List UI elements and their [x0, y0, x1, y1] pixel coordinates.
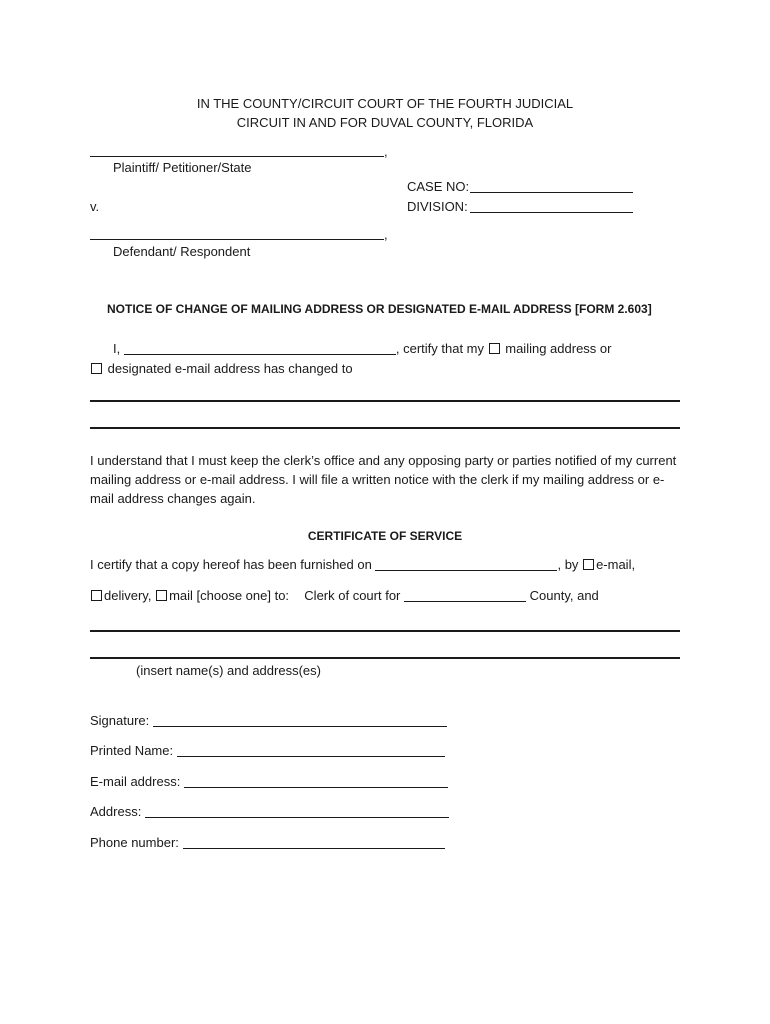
versus-label: v. — [90, 199, 100, 214]
phone-field[interactable] — [183, 836, 445, 849]
phone-row — [90, 835, 445, 851]
insert-names-note: (insert name(s) and address(es) — [136, 663, 321, 678]
plaintiff-name-field[interactable] — [90, 156, 384, 157]
case-no-field[interactable] — [470, 192, 633, 193]
service-delivery-option: delivery, — [104, 588, 152, 603]
service-mail-option: mail [choose one] to: — [169, 588, 290, 603]
signature-row — [90, 713, 447, 729]
furnished-text: I certify that a copy hereof has been furnished on — [90, 557, 372, 572]
county-and-text: County, and — [529, 588, 599, 603]
case-no-label: CASE NO: — [407, 179, 470, 194]
signature-label: Signature: — [90, 713, 150, 728]
certificate-line-2 — [90, 588, 599, 604]
division-label: DIVISION: — [407, 199, 468, 214]
notice-i-label: I, — [113, 341, 121, 356]
email-address-option: designated e-mail address has changed to — [107, 361, 353, 376]
court-header-line1: IN THE COUNTY/CIRCUIT COURT OF THE FOURTH JUDICIAL — [196, 96, 574, 111]
served-party-line-1[interactable] — [90, 630, 680, 632]
new-address-line-1[interactable] — [90, 400, 680, 402]
address-label: Address: — [90, 804, 142, 819]
new-address-line-2[interactable] — [90, 427, 680, 429]
notice-i-line — [113, 341, 611, 357]
email-option-line — [90, 361, 353, 377]
county-name-field[interactable] — [404, 589, 526, 602]
service-delivery-checkbox[interactable] — [91, 590, 102, 601]
served-party-line-2[interactable] — [90, 657, 680, 659]
clerk-of-court-text: Clerk of court for — [304, 588, 401, 603]
printed-name-field[interactable] — [177, 744, 445, 757]
service-date-field[interactable] — [375, 558, 557, 571]
defendant-label: Defendant/ Respondent — [113, 244, 251, 259]
understanding-paragraph: I understand that I must keep the clerk’s office and any opposing party or parties notified of my current mailing address or e-mail address. I will file a written notice with the clerk if my mailing address or e-mail address changes again. — [90, 453, 677, 506]
mailing-address-option: mailing address or — [505, 341, 612, 356]
service-email-option: e-mail, — [596, 557, 636, 572]
signature-field[interactable] — [153, 714, 447, 727]
court-header-line2: CIRCUIT IN AND FOR DUVAL COUNTY, FLORIDA — [236, 115, 534, 130]
phone-label: Phone number: — [90, 835, 179, 850]
declarant-name-field[interactable] — [124, 342, 396, 355]
plaintiff-label: Plaintiff/ Petitioner/State — [113, 160, 252, 175]
address-field[interactable] — [145, 805, 449, 818]
email-field[interactable] — [184, 775, 448, 788]
email-address-checkbox[interactable] — [91, 363, 102, 374]
service-email-checkbox[interactable] — [583, 559, 594, 570]
mailing-address-checkbox[interactable] — [489, 343, 500, 354]
division-field[interactable] — [470, 212, 633, 213]
certificate-line-1 — [90, 557, 635, 573]
printed-name-label: Printed Name: — [90, 743, 174, 758]
notice-certify-text: , certify that my — [395, 341, 484, 356]
service-mail-checkbox[interactable] — [156, 590, 167, 601]
form-title: NOTICE OF CHANGE OF MAILING ADDRESS OR DESIGNATED E-MAIL ADDRESS [FORM 2.603] — [107, 302, 652, 316]
defendant-comma: , — [384, 227, 388, 242]
email-label: E-mail address: — [90, 774, 181, 789]
plaintiff-comma: , — [384, 144, 388, 159]
email-row — [90, 774, 448, 790]
by-text: , by — [557, 557, 579, 572]
printed-name-row — [90, 743, 445, 759]
defendant-name-field[interactable] — [90, 239, 384, 240]
certificate-heading: CERTIFICATE OF SERVICE — [307, 529, 463, 543]
address-row — [90, 804, 449, 820]
